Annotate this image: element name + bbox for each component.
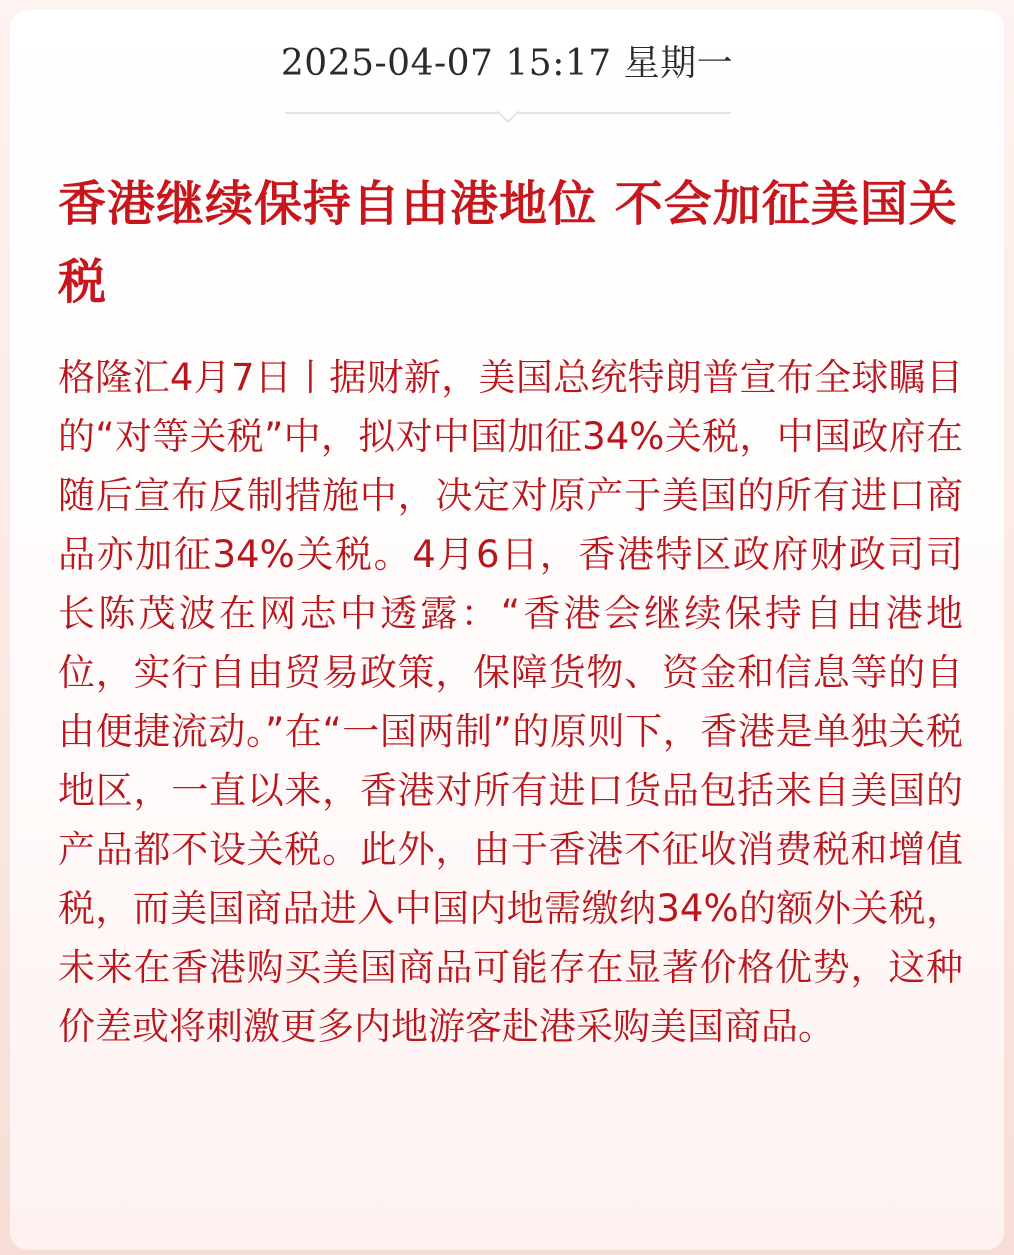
- publish-datetime: 2025-04-07 15:17 星期一: [280, 43, 734, 84]
- article-title: 香港继续保持自由港地位 不会加征美国关税: [58, 176, 958, 310]
- date-header: [0, 42, 1014, 86]
- article-body: 格隆汇4月7日丨据财新，美国总统特朗普宣布全球瞩目的“对等关税”中，拟对中国加征34%关税，中国政府在随后宣布反制措施中，决定对原产于美国的所有进口商品亦加征34%关税。4月6日，香港特区政府财政司司长陈茂波在网志中透露：“香港会继续保持自由港地位，实行自由贸易政策，保障货物、资金和信息等的自由便捷流动。”在“一国两制”的原则下，香港是单独关税地区，一直以来，香港对所有进口货品包括来自美国的产品都不设关税。此外，由于香港不征收消费税和增值税，而美国商品进入中国内地需缴纳34%的额外关税，未来在香港购买美国商品可能存在显著价格优势，这种价差或将刺激更多内地游客赴港采购美国商品。: [58, 356, 963, 1048]
